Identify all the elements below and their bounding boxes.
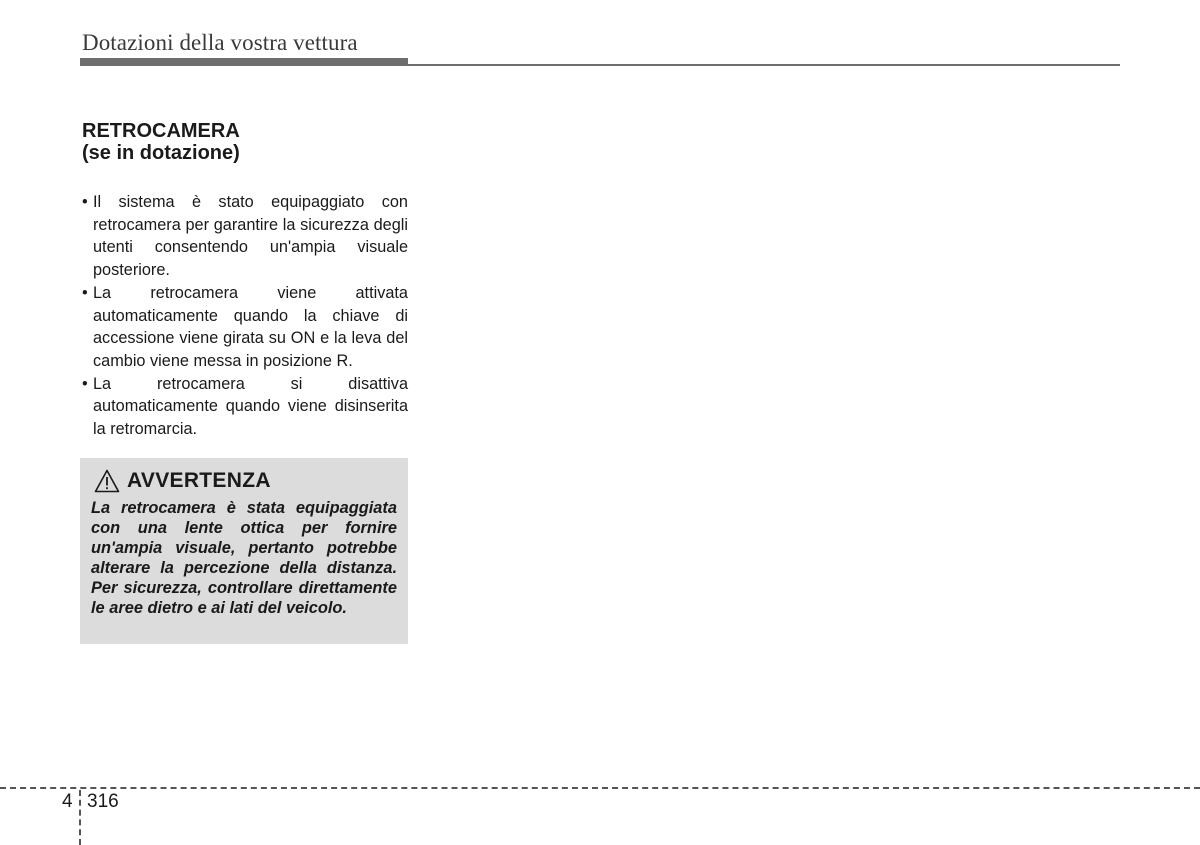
bullet-dot: • <box>82 374 88 393</box>
warning-box <box>80 458 408 644</box>
header-title: Dotazioni della vostra vettura <box>82 30 358 55</box>
bullet-item <box>82 373 408 441</box>
header-rule-thin <box>408 64 1120 66</box>
bullet-dot: • <box>82 283 88 302</box>
section-title <box>82 120 412 164</box>
warning-header <box>91 467 398 495</box>
chapter-number: 4 <box>62 791 73 812</box>
page-number: 316 <box>87 791 119 812</box>
footer-divider <box>79 790 81 845</box>
warning-title: AVVERTENZA <box>127 469 271 492</box>
bullet-text: La retrocamera si disattiva automaticamente quando viene disinserita la retromarcia. <box>93 374 408 439</box>
bullet-item <box>82 282 408 373</box>
bullet-list <box>82 191 408 441</box>
bullet-text: Il sistema è stato equipaggiato con retrocamera per garantire la sicurezza degli utenti consentendo un'ampia visuale posteriore. <box>93 193 408 280</box>
section-title-line2: (se in dotazione) <box>82 142 240 164</box>
section-title-line1: RETROCAMERA <box>82 120 240 142</box>
header-rule-thick <box>80 58 408 66</box>
warning-triangle-icon <box>94 469 120 493</box>
warning-text: La retrocamera è stata equipaggiata con una lente ottica per fornire un'ampia visuale, pertanto potrebbe alterare la percezione della distanza. Per sicurezza, controllare direttamente le aree dietro e ai lati del veicolo. <box>91 499 397 617</box>
bullet-text: La retrocamera viene attivata automaticamente quando la chiave di accessione viene girata su ON e la leva del cambio viene messa in posizione R. <box>93 283 408 370</box>
bullet-item <box>82 191 408 282</box>
footer-rule <box>0 787 1200 789</box>
bullet-dot: • <box>82 193 88 211</box>
